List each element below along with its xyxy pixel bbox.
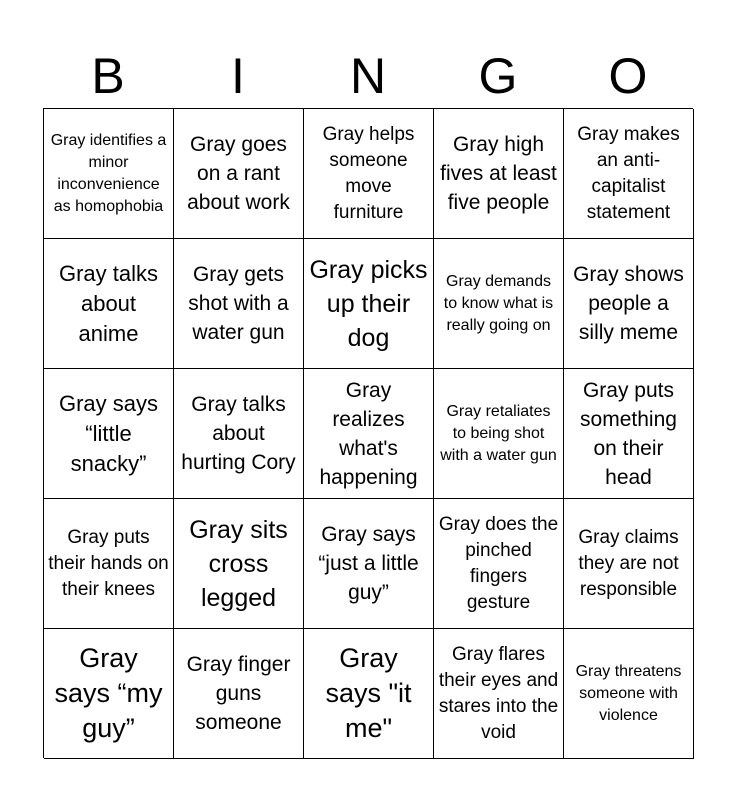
bingo-cell[interactable] <box>304 109 434 239</box>
bingo-cell[interactable] <box>304 499 434 629</box>
title-letter-o: O <box>608 48 648 104</box>
title-letter-b: B <box>91 48 125 104</box>
cell-text: Gray gets shot with a water gun <box>188 263 289 344</box>
cell-text: Gray claims they are not responsible <box>578 526 679 600</box>
bingo-cell[interactable] <box>434 109 564 239</box>
bingo-cell[interactable] <box>564 239 694 369</box>
bingo-title <box>43 46 693 106</box>
cell-text: Gray talks about anime <box>58 260 159 346</box>
cell-text: Gray shows people a silly meme <box>573 263 684 344</box>
bingo-cell[interactable] <box>304 369 434 499</box>
cell-text: Gray says “just a little guy” <box>318 523 419 604</box>
bingo-cell[interactable] <box>44 109 174 239</box>
cell-text: Gray picks up their dog <box>309 255 428 352</box>
bingo-cell[interactable] <box>44 369 174 499</box>
bingo-cell[interactable] <box>304 629 434 759</box>
bingo-cell[interactable] <box>564 629 694 759</box>
bingo-cell[interactable] <box>434 369 564 499</box>
bingo-cell[interactable] <box>434 499 564 629</box>
bingo-cell[interactable] <box>434 239 564 369</box>
cell-text: Gray helps someone move furniture <box>322 123 415 223</box>
cell-text: Gray finger guns someone <box>186 653 291 734</box>
bingo-cell[interactable] <box>564 499 694 629</box>
title-letter-g: G <box>478 48 518 104</box>
bingo-cell[interactable] <box>304 239 434 369</box>
cell-text: Gray realizes what's happening <box>319 378 418 489</box>
cell-text: Gray says "it me" <box>325 643 412 743</box>
title-letter-n: N <box>349 48 387 104</box>
title-letter-i: I <box>231 48 245 104</box>
bingo-cell[interactable] <box>564 369 694 499</box>
bingo-cell[interactable] <box>174 109 304 239</box>
cell-text: Gray threatens someone with violence <box>575 662 682 724</box>
bingo-cell[interactable] <box>44 239 174 369</box>
bingo-cell[interactable] <box>434 629 564 759</box>
cell-text: Gray retaliates to being shot with a water gun <box>440 402 557 464</box>
cell-text: Gray says “little snacky” <box>58 390 159 476</box>
cell-text: Gray flares their eyes and stares into the void <box>438 643 559 743</box>
cell-text: Gray says “my guy” <box>54 643 163 743</box>
cell-text: Gray sits cross legged <box>189 515 288 612</box>
cell-text: Gray does the pinched fingers gesture <box>438 513 559 613</box>
cell-text: Gray high fives at least five people <box>440 133 557 214</box>
cell-text: Gray puts their hands on their knees <box>48 526 169 600</box>
bingo-cell[interactable] <box>174 239 304 369</box>
cell-text: Gray talks about hurting Cory <box>181 393 296 474</box>
bingo-cell[interactable] <box>44 499 174 629</box>
cell-text: Gray makes an anti-capitalist statement <box>577 123 680 223</box>
bingo-cell[interactable] <box>174 629 304 759</box>
cell-text: Gray puts something on their head <box>580 378 677 489</box>
cell-text: Gray goes on a rant about work <box>187 133 290 214</box>
cell-text: Gray demands to know what is really going on <box>443 272 554 334</box>
bingo-cell[interactable] <box>564 109 694 239</box>
cell-text: Gray identifies a minor inconvenience as homophobia <box>50 131 167 215</box>
bingo-cell[interactable] <box>174 499 304 629</box>
bingo-cell[interactable] <box>44 629 174 759</box>
bingo-cell[interactable] <box>174 369 304 499</box>
bingo-board <box>43 108 693 758</box>
